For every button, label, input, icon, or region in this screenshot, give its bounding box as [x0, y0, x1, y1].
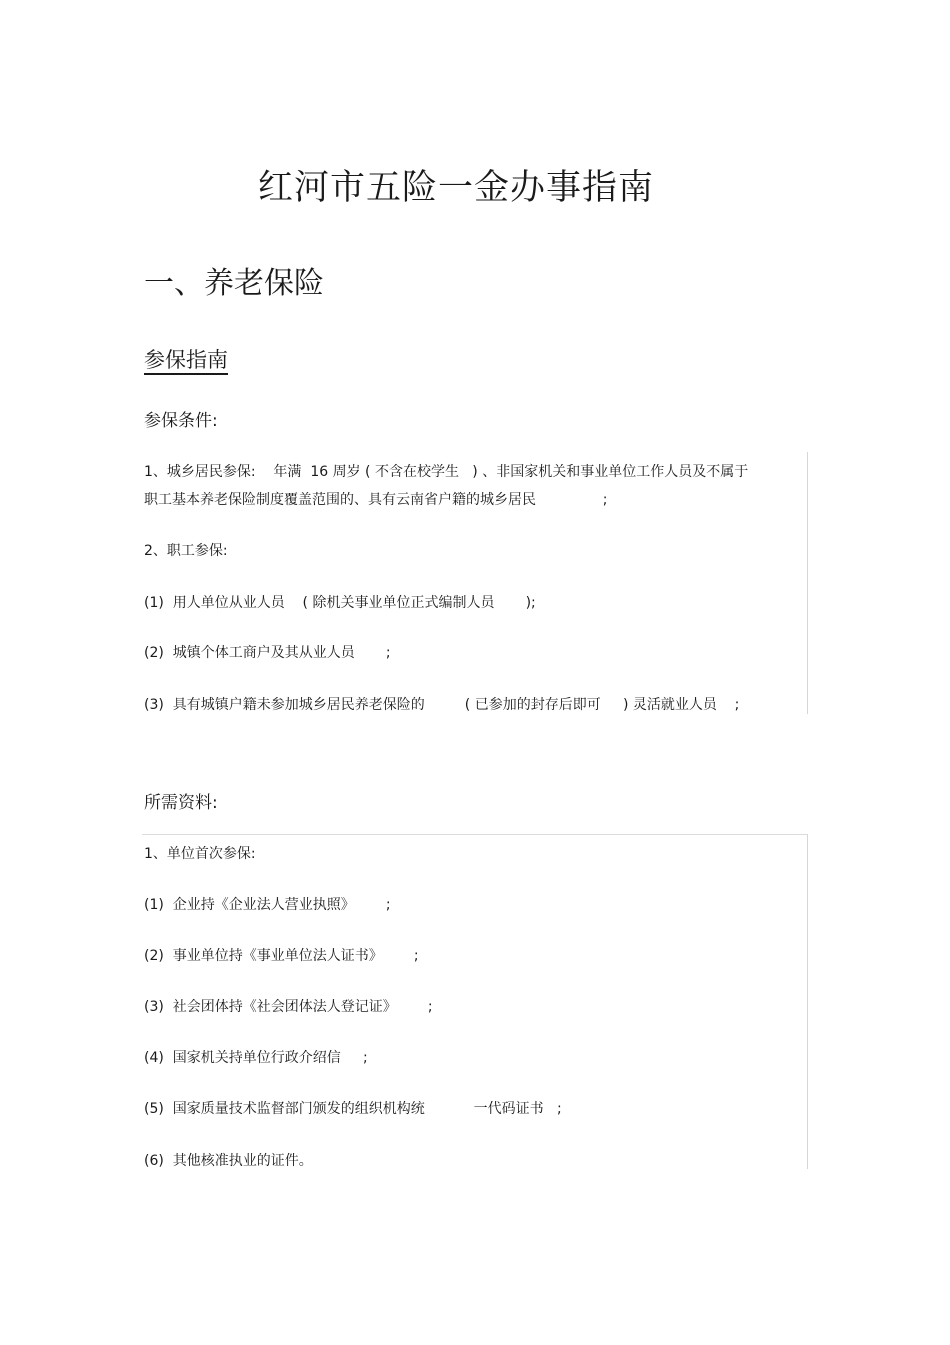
conditions-line: (1) 用人单位从业人员 ( 除机关事业单位正式编制人员 ); [144, 595, 536, 611]
materials-line: (3) 社会团体持《社会团体法人登记证》 ; [144, 999, 433, 1015]
materials-line: 1、单位首次参保: [144, 846, 256, 862]
conditions-box [142, 452, 808, 714]
label-required-materials: 所需资料: [144, 793, 218, 813]
conditions-line: 2、职工参保: [144, 543, 228, 559]
section-heading-pension: 一、养老保险 [144, 266, 324, 301]
conditions-line: (2) 城镇个体工商户及其从业人员 ; [144, 645, 391, 661]
materials-line: (1) 企业持《企业法人营业执照》 ; [144, 897, 391, 913]
materials-line: (5) 国家质量技术监督部门颁发的组织机构统 一代码证书 ; [144, 1101, 562, 1117]
materials-line: (6) 其他核准执业的证件。 [144, 1153, 313, 1169]
label-enrollment-conditions: 参保条件: [144, 411, 218, 431]
materials-line: (2) 事业单位持《事业单位法人证书》 ; [144, 948, 419, 964]
subheading-enrollment-guide: 参保指南 [144, 348, 228, 372]
conditions-line: 职工基本养老保险制度覆盖范围的、具有云南省户籍的城乡居民 ; [144, 492, 608, 508]
materials-box [142, 834, 808, 1169]
materials-line: (4) 国家机关持单位行政介绍信 ; [144, 1050, 368, 1066]
page-title: 红河市五险一金办事指南 [257, 168, 654, 208]
conditions-line: (3) 具有城镇户籍未参加城乡居民养老保险的 ( 已参加的封存后即可 ) 灵活就业人员 ; [144, 697, 740, 713]
conditions-line: 1、城乡居民参保: 年满 16 周岁 ( 不含在校学生 ) 、非国家机关和事业单位工作人员及不属于 [144, 464, 749, 480]
